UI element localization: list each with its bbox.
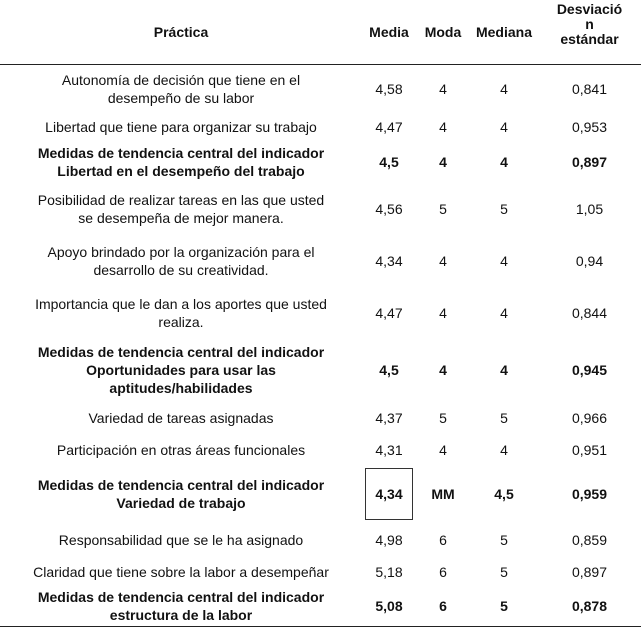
- practica-line: Variedad de trabajo: [116, 494, 246, 511]
- desviacion-cell: 0,878: [538, 587, 641, 627]
- practica-line: Medidas de tendencia central del indicador: [37, 144, 325, 161]
- table-row: [0, 523, 641, 557]
- practica-line: Autonomía de decisión que tiene en el: [61, 71, 301, 88]
- practica-line: Medidas de tendencia central del indicador: [37, 343, 325, 360]
- table-row: [0, 557, 641, 587]
- mediana-cell: 4: [500, 441, 508, 458]
- table-row: [0, 435, 641, 465]
- mediana-cell: 5: [500, 563, 508, 580]
- header-desviacion-line: estándar: [560, 31, 619, 47]
- practica-line: Variedad de tareas asignadas: [88, 409, 274, 426]
- practica-line: Oportunidades para usar las: [86, 361, 276, 378]
- practica-line: Libertad en el desempeño del trabajo: [57, 162, 305, 179]
- practica-cell: [0, 287, 362, 339]
- practica-cell: [0, 401, 362, 435]
- practica-line: Posibilidad de realizar tareas en las que usted: [37, 191, 325, 208]
- media-cell: 4,98: [375, 531, 403, 548]
- header-moda: Moda: [416, 0, 470, 65]
- header-row: [0, 0, 641, 65]
- desviacion-cell: 1,05: [575, 200, 604, 217]
- practica-cell: [0, 557, 362, 587]
- practica-line: aptitudes/habilidades: [109, 379, 253, 396]
- moda-cell: 5: [439, 200, 447, 217]
- desviacion-cell: 0,945: [571, 361, 608, 378]
- media-cell: 4,58: [375, 80, 403, 97]
- media-cell: 4,47: [375, 118, 403, 135]
- desviacion-cell: 0,951: [571, 441, 608, 458]
- table-row: [0, 113, 641, 141]
- desviacion-cell: 0,859: [571, 531, 608, 548]
- practica-line: Medidas de tendencia central del indicador: [37, 589, 325, 606]
- practica-line: Participación en otras áreas funcionales: [56, 441, 306, 458]
- practica-line: desempeño de su labor: [107, 89, 255, 106]
- moda-cell: 4: [439, 118, 447, 135]
- practica-cell: [0, 65, 362, 113]
- table-row: [0, 183, 641, 235]
- mediana-cell: 4: [500, 252, 508, 269]
- desviacion-cell: 0,897: [571, 153, 608, 170]
- practica-line: desarrollo de su creatividad.: [93, 261, 269, 278]
- practica-line: Libertad que tiene para organizar su trabajo: [45, 118, 317, 135]
- practica-cell: [0, 523, 362, 557]
- moda-cell: MM: [431, 485, 455, 502]
- mediana-cell: 5: [470, 587, 538, 627]
- desviacion-cell: 0,844: [571, 304, 608, 321]
- media-cell: 5,18: [375, 563, 403, 580]
- media-cell: 4,37: [375, 409, 403, 426]
- media-cell: 5,08: [362, 587, 416, 627]
- desviacion-cell: 0,94: [575, 252, 604, 269]
- practica-line: Importancia que le dan a los aportes que usted: [35, 295, 327, 312]
- mediana-cell: 4: [500, 361, 508, 378]
- media-cell: 4,56: [375, 200, 403, 217]
- moda-cell: 6: [439, 531, 447, 548]
- moda-cell: 6: [416, 587, 470, 627]
- mediana-cell: 4: [500, 153, 508, 170]
- mediana-cell: 5: [500, 200, 508, 217]
- mediana-cell: 5: [500, 409, 508, 426]
- mediana-cell: 4: [500, 118, 508, 135]
- header-practica: Práctica: [0, 0, 362, 65]
- header-desviacion-line: Desviació: [556, 1, 623, 17]
- practica-cell: [0, 435, 362, 465]
- moda-cell: 6: [439, 563, 447, 580]
- media-cell: 4,34: [362, 465, 416, 523]
- desviacion-cell: 0,897: [571, 563, 608, 580]
- practica-line: realiza.: [158, 313, 204, 330]
- media-cell: 4,47: [375, 304, 403, 321]
- moda-cell: 4: [439, 304, 447, 321]
- desviacion-cell: 0,953: [571, 118, 608, 135]
- practica-cell: [0, 141, 362, 183]
- practica-cell: [0, 235, 362, 287]
- mediana-cell: 5: [500, 531, 508, 548]
- moda-cell: 4: [439, 252, 447, 269]
- mediana-cell: 4,5: [494, 485, 514, 502]
- practica-line: Responsabilidad que se le ha asignado: [58, 531, 304, 548]
- table-row: [0, 235, 641, 287]
- media-cell: 4,5: [379, 361, 399, 378]
- practica-line: Medidas de tendencia central del indicador: [37, 476, 325, 493]
- moda-cell: 4: [439, 80, 447, 97]
- practica-cell: [0, 339, 362, 401]
- practica-cell: [0, 465, 362, 523]
- media-cell: 4,31: [375, 441, 403, 458]
- summary-row: [0, 141, 641, 183]
- header-mediana: Mediana: [470, 0, 538, 65]
- practica-line: Claridad que tiene sobre la labor a desempeñar: [33, 563, 329, 580]
- table-row: [0, 287, 641, 339]
- moda-cell: 4: [439, 153, 447, 170]
- practica-line: Apoyo brindado por la organización para el: [47, 243, 315, 260]
- header-media: Media: [362, 0, 416, 65]
- media-cell: 4,5: [379, 153, 399, 170]
- mediana-cell: 4: [500, 304, 508, 321]
- desviacion-cell: 0,966: [571, 409, 608, 426]
- summary-row: [0, 587, 641, 627]
- summary-row: [0, 465, 641, 523]
- desviacion-cell: 0,959: [571, 485, 608, 502]
- practica-line: estructura de la labor: [109, 607, 253, 624]
- media-cell: 4,34: [375, 252, 403, 269]
- moda-cell: 5: [439, 409, 447, 426]
- table-row: [0, 401, 641, 435]
- practica-line: se desempeña de mejor manera.: [78, 209, 284, 226]
- moda-cell: 4: [439, 361, 447, 378]
- header-desviacion: [538, 0, 641, 65]
- table-row: [0, 65, 641, 113]
- moda-cell: 4: [439, 441, 447, 458]
- desviacion-cell: 0,841: [571, 80, 608, 97]
- header-desviacion-line: n: [585, 16, 594, 32]
- practica-cell: [0, 183, 362, 235]
- mediana-cell: 4: [500, 80, 508, 97]
- summary-row: [0, 339, 641, 401]
- practica-cell: [0, 587, 362, 627]
- practica-cell: [0, 113, 362, 141]
